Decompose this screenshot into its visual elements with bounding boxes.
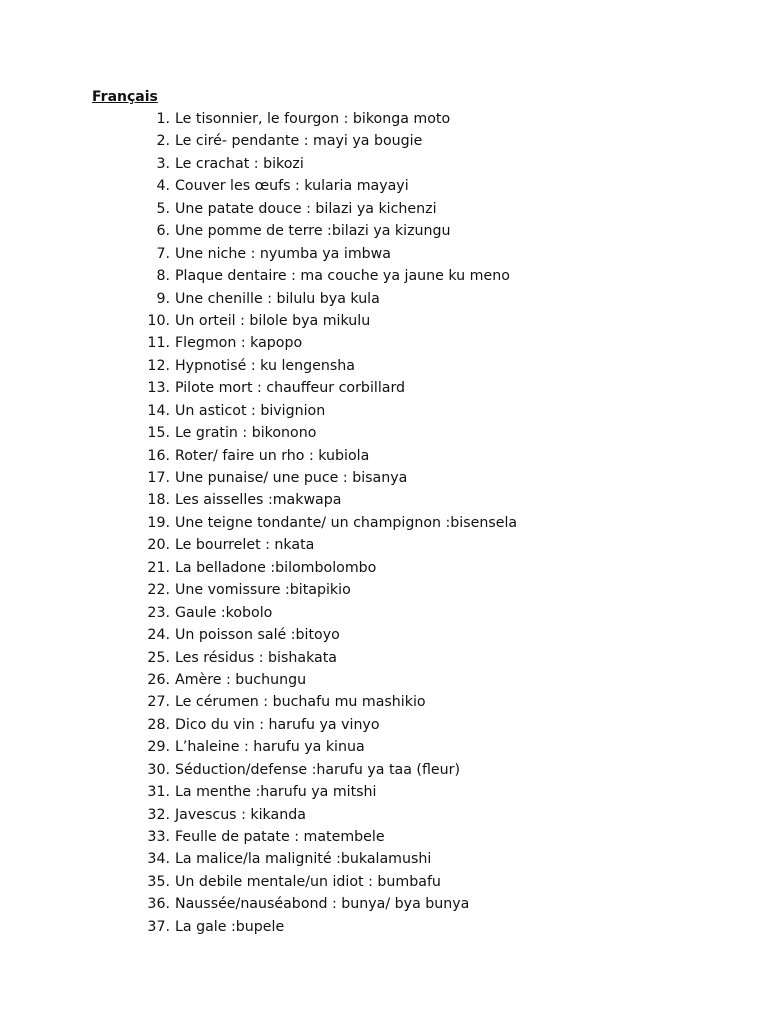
section-heading: Français (92, 89, 158, 105)
item-text: Les aisselles :makwapa (175, 492, 342, 509)
item-text: Les résidus : bishakata (175, 649, 337, 666)
item-text: Un poisson salé :bitoyo (175, 627, 340, 644)
item-text: Une punaise/ une puce : bisanya (175, 470, 408, 486)
item-number: 31. (147, 784, 170, 801)
item-number: 30. (147, 761, 170, 778)
item-number: 4. (156, 178, 170, 195)
item-text: Le crachat : bikozi (175, 155, 304, 172)
item-number: 15. (147, 425, 170, 442)
item-text: Une teigne tondante/ un champignon :bisensela (175, 514, 518, 531)
item-number: 10. (147, 312, 170, 329)
item-number: 18. (147, 492, 170, 509)
item-number: 7. (156, 245, 170, 262)
item-number: 16. (147, 447, 170, 464)
item-text: Le bourrelet : nkata (175, 537, 315, 554)
item-text: Le ciré- pendante : mayi ya bougie (175, 133, 423, 150)
item-text: Une chenille : bilulu bya kula (175, 290, 380, 307)
item-number: 36. (147, 896, 170, 913)
item-text: Naussée/nauséabond : bunya/ bya bunya (175, 896, 470, 913)
item-number: 22. (147, 582, 170, 599)
item-number: 8. (156, 268, 170, 285)
item-text: Le cérumen : buchafu mu mashikio (175, 694, 426, 711)
item-number: 25. (147, 649, 170, 666)
item-number: 3. (156, 155, 170, 172)
item-text: Flegmon : kapopo (175, 335, 303, 352)
item-text: L’haleine : harufu ya kinua (175, 739, 365, 756)
item-number: 26. (147, 671, 170, 688)
item-text: Feulle de patate : matembele (175, 829, 385, 845)
item-text: Un asticot : bivignion (175, 402, 326, 419)
item-number: 9. (156, 290, 170, 307)
item-text: Une vomissure :bitapikio (175, 582, 351, 599)
item-text: Séduction/defense :harufu ya taa (fleur) (175, 761, 460, 778)
item-text: Pilote mort : chauffeur corbillard (175, 380, 406, 397)
item-text: Une niche : nyumba ya imbwa (175, 245, 391, 262)
item-number: 2. (156, 133, 170, 150)
item-number: 24. (147, 627, 170, 644)
item-number: 17. (147, 470, 170, 486)
item-text: Le tisonnier, le fourgon : bikonga moto (175, 111, 451, 127)
item-number: 33. (147, 829, 170, 845)
item-text: Un debile mentale/un idiot : bumbafu (175, 873, 441, 890)
item-number: 28. (147, 716, 170, 733)
item-text: Plaque dentaire : ma couche ya jaune ku meno (175, 268, 510, 285)
item-text: La gale :bupele (175, 918, 285, 935)
item-text: La belladone :bilombolombo (175, 559, 377, 576)
item-number: 12. (147, 357, 170, 374)
item-text: Une pomme de terre :bilazi ya kizungu (175, 223, 451, 240)
item-text: Javescus : kikanda (175, 806, 306, 823)
item-text: La menthe :harufu ya mitshi (175, 784, 377, 801)
item-number: 1. (156, 111, 170, 127)
item-number: 13. (147, 380, 170, 397)
item-text: Couver les œufs : kularia mayayi (175, 178, 409, 195)
item-text: Roter/ faire un rho : kubiola (175, 447, 370, 464)
item-number: 23. (147, 604, 170, 621)
item-number: 11. (147, 335, 170, 352)
item-text: Amère : buchungu (175, 671, 307, 688)
item-number: 5. (156, 200, 170, 217)
item-number: 20. (147, 537, 170, 554)
item-number: 32. (147, 806, 170, 823)
item-text: Un orteil : bilole bya mikulu (175, 312, 371, 329)
item-text: Gaule :kobolo (175, 604, 273, 621)
item-number: 34. (147, 851, 170, 868)
item-number: 37. (147, 918, 170, 935)
item-number: 35. (147, 873, 170, 890)
item-number: 6. (156, 223, 170, 240)
item-number: 14. (147, 402, 170, 419)
item-number: 21. (147, 559, 170, 576)
item-number: 27. (147, 694, 170, 711)
item-number: 19. (147, 514, 170, 531)
item-text: La malice/la malignité :bukalamushi (175, 851, 432, 868)
item-text: Hypnotisé : ku lengensha (175, 357, 355, 374)
item-text: Dico du vin : harufu ya vinyo (175, 716, 380, 733)
item-number: 29. (147, 739, 170, 756)
item-text: Le gratin : bikonono (175, 425, 317, 442)
item-text: Une patate douce : bilazi ya kichenzi (175, 200, 437, 217)
